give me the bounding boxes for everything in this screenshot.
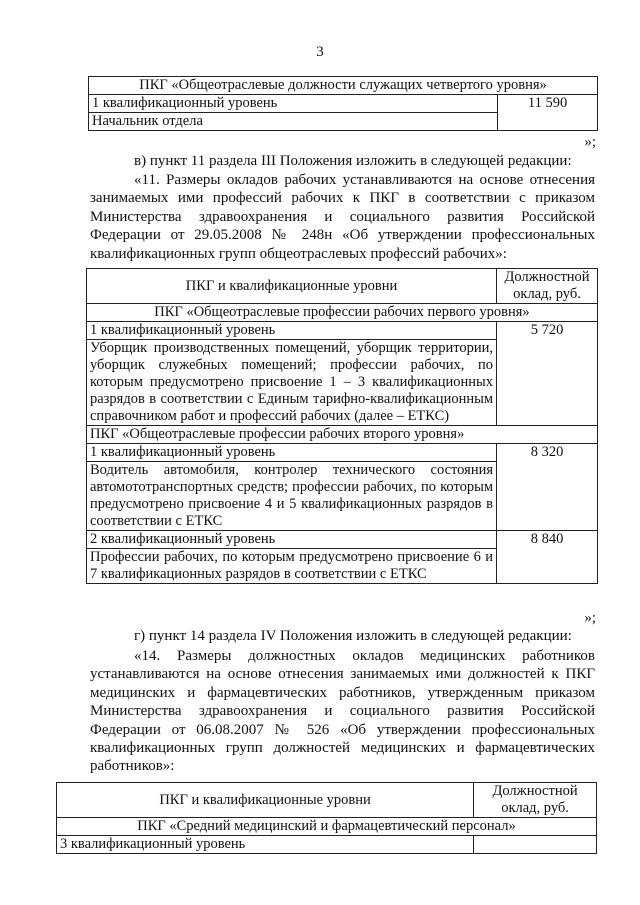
closing-quote: »; xyxy=(584,134,596,150)
table-row xyxy=(57,818,597,836)
header-salary xyxy=(497,269,598,304)
level-cell: 1 квалификационный уровень xyxy=(87,322,497,340)
description-cell: Профессии рабочих, по которым предусмотрено присвоение 6 и 7 квалификационных разрядов в соответствии с ЕТКС xyxy=(87,549,497,584)
table-row xyxy=(57,783,597,818)
table-row xyxy=(87,444,598,462)
header-salary-line1: Должностной xyxy=(492,783,578,799)
header-levels: ПКГ и квалификационные уровни xyxy=(87,269,497,304)
salary-table-medical xyxy=(56,782,597,854)
description-cell: Водитель автомобиля, контролер технического состояния автомототранспортных средств; профессии рабочих, по которым предусмотрено присвоение 4 и 5 квалификационных разрядов в соответствии с ЕТКС xyxy=(87,462,497,531)
salary-table-workers xyxy=(86,268,598,584)
level-cell: 1 квалификационный уровень xyxy=(89,95,498,113)
salary-cell: 8 320 xyxy=(497,444,598,531)
group-heading: ПКГ «Общеотраслевые профессии рабочих первого уровня» xyxy=(87,304,598,322)
table-row xyxy=(87,269,598,304)
level-cell: 2 квалификационный уровень xyxy=(87,531,497,549)
group-heading: ПКГ «Общеотраслевые должности служащих четвертого уровня» xyxy=(89,77,598,95)
salary-table-office-level4 xyxy=(88,76,598,131)
table-row xyxy=(89,95,598,113)
item-g: г) пункт 14 раздела IV Положения изложить в следующей редакции: xyxy=(134,628,572,644)
table-row xyxy=(87,426,598,444)
paragraph-11: «11. Размеры окладов рабочих устанавливаются на основе отнесения занимаемых ими профессий рабочих к ПКГ в соответствии с приказом Министерства здравоохранения и социального развития Российской Федерации от 29.05.2008 № 248н «Об утверждении профессиональных квалификационных групп общеотраслевых профессий рабочих»: xyxy=(90,172,595,262)
header-salary xyxy=(474,783,597,818)
table-row xyxy=(89,77,598,95)
group-heading: ПКГ «Общеотраслевые профессии рабочих второго уровня» xyxy=(87,426,598,444)
salary-cell: 8 840 xyxy=(497,531,598,584)
description-cell: Уборщик производственных помещений, уборщик территории, уборщик служебных помещений; профессии рабочих, по которым предусмотрено присвоение 1 – 3 квалификационных разрядов в соответствии с Единым тарифно-квалификационным справочником работ и профессий рабочих (далее – ЕТКС) xyxy=(87,340,497,426)
header-salary-line1: Должностной xyxy=(504,269,590,285)
header-salary-line2: оклад, руб. xyxy=(501,800,569,816)
item-v: в) пункт 11 раздела III Положения изложить в следующей редакции: xyxy=(134,153,572,169)
table-row xyxy=(87,531,598,549)
salary-cell xyxy=(474,836,597,854)
paragraph-14: «14. Размеры должностных окладов медицинских работников устанавливаются на основе отнесения занимаемых ими должностей к ПКГ медицинских и фармацевтических работников, утвержденным приказом Министерства здравоохранения и социального развития Российской Федерации от 06.08.2007 № 526 «Об утверждении профессиональных квалификационных групп должностей медицинских и фармацевтических работников»: xyxy=(90,648,595,775)
table-row xyxy=(87,304,598,322)
level-cell: 3 квалификационный уровень xyxy=(57,836,474,854)
salary-cell: 5 720 xyxy=(497,322,598,426)
closing-quote: »; xyxy=(584,610,596,626)
salary-cell: 11 590 xyxy=(498,95,598,131)
table-row xyxy=(87,322,598,340)
level-cell: 1 квалификационный уровень xyxy=(87,444,497,462)
header-levels: ПКГ и квалификационные уровни xyxy=(57,783,474,818)
table-row xyxy=(57,836,597,854)
page-number: 3 xyxy=(316,44,324,60)
group-heading: ПКГ «Средний медицинский и фармацевтический персонал» xyxy=(57,818,597,836)
position-cell: Начальник отдела xyxy=(89,113,498,131)
header-salary-line2: оклад, руб. xyxy=(513,286,581,302)
